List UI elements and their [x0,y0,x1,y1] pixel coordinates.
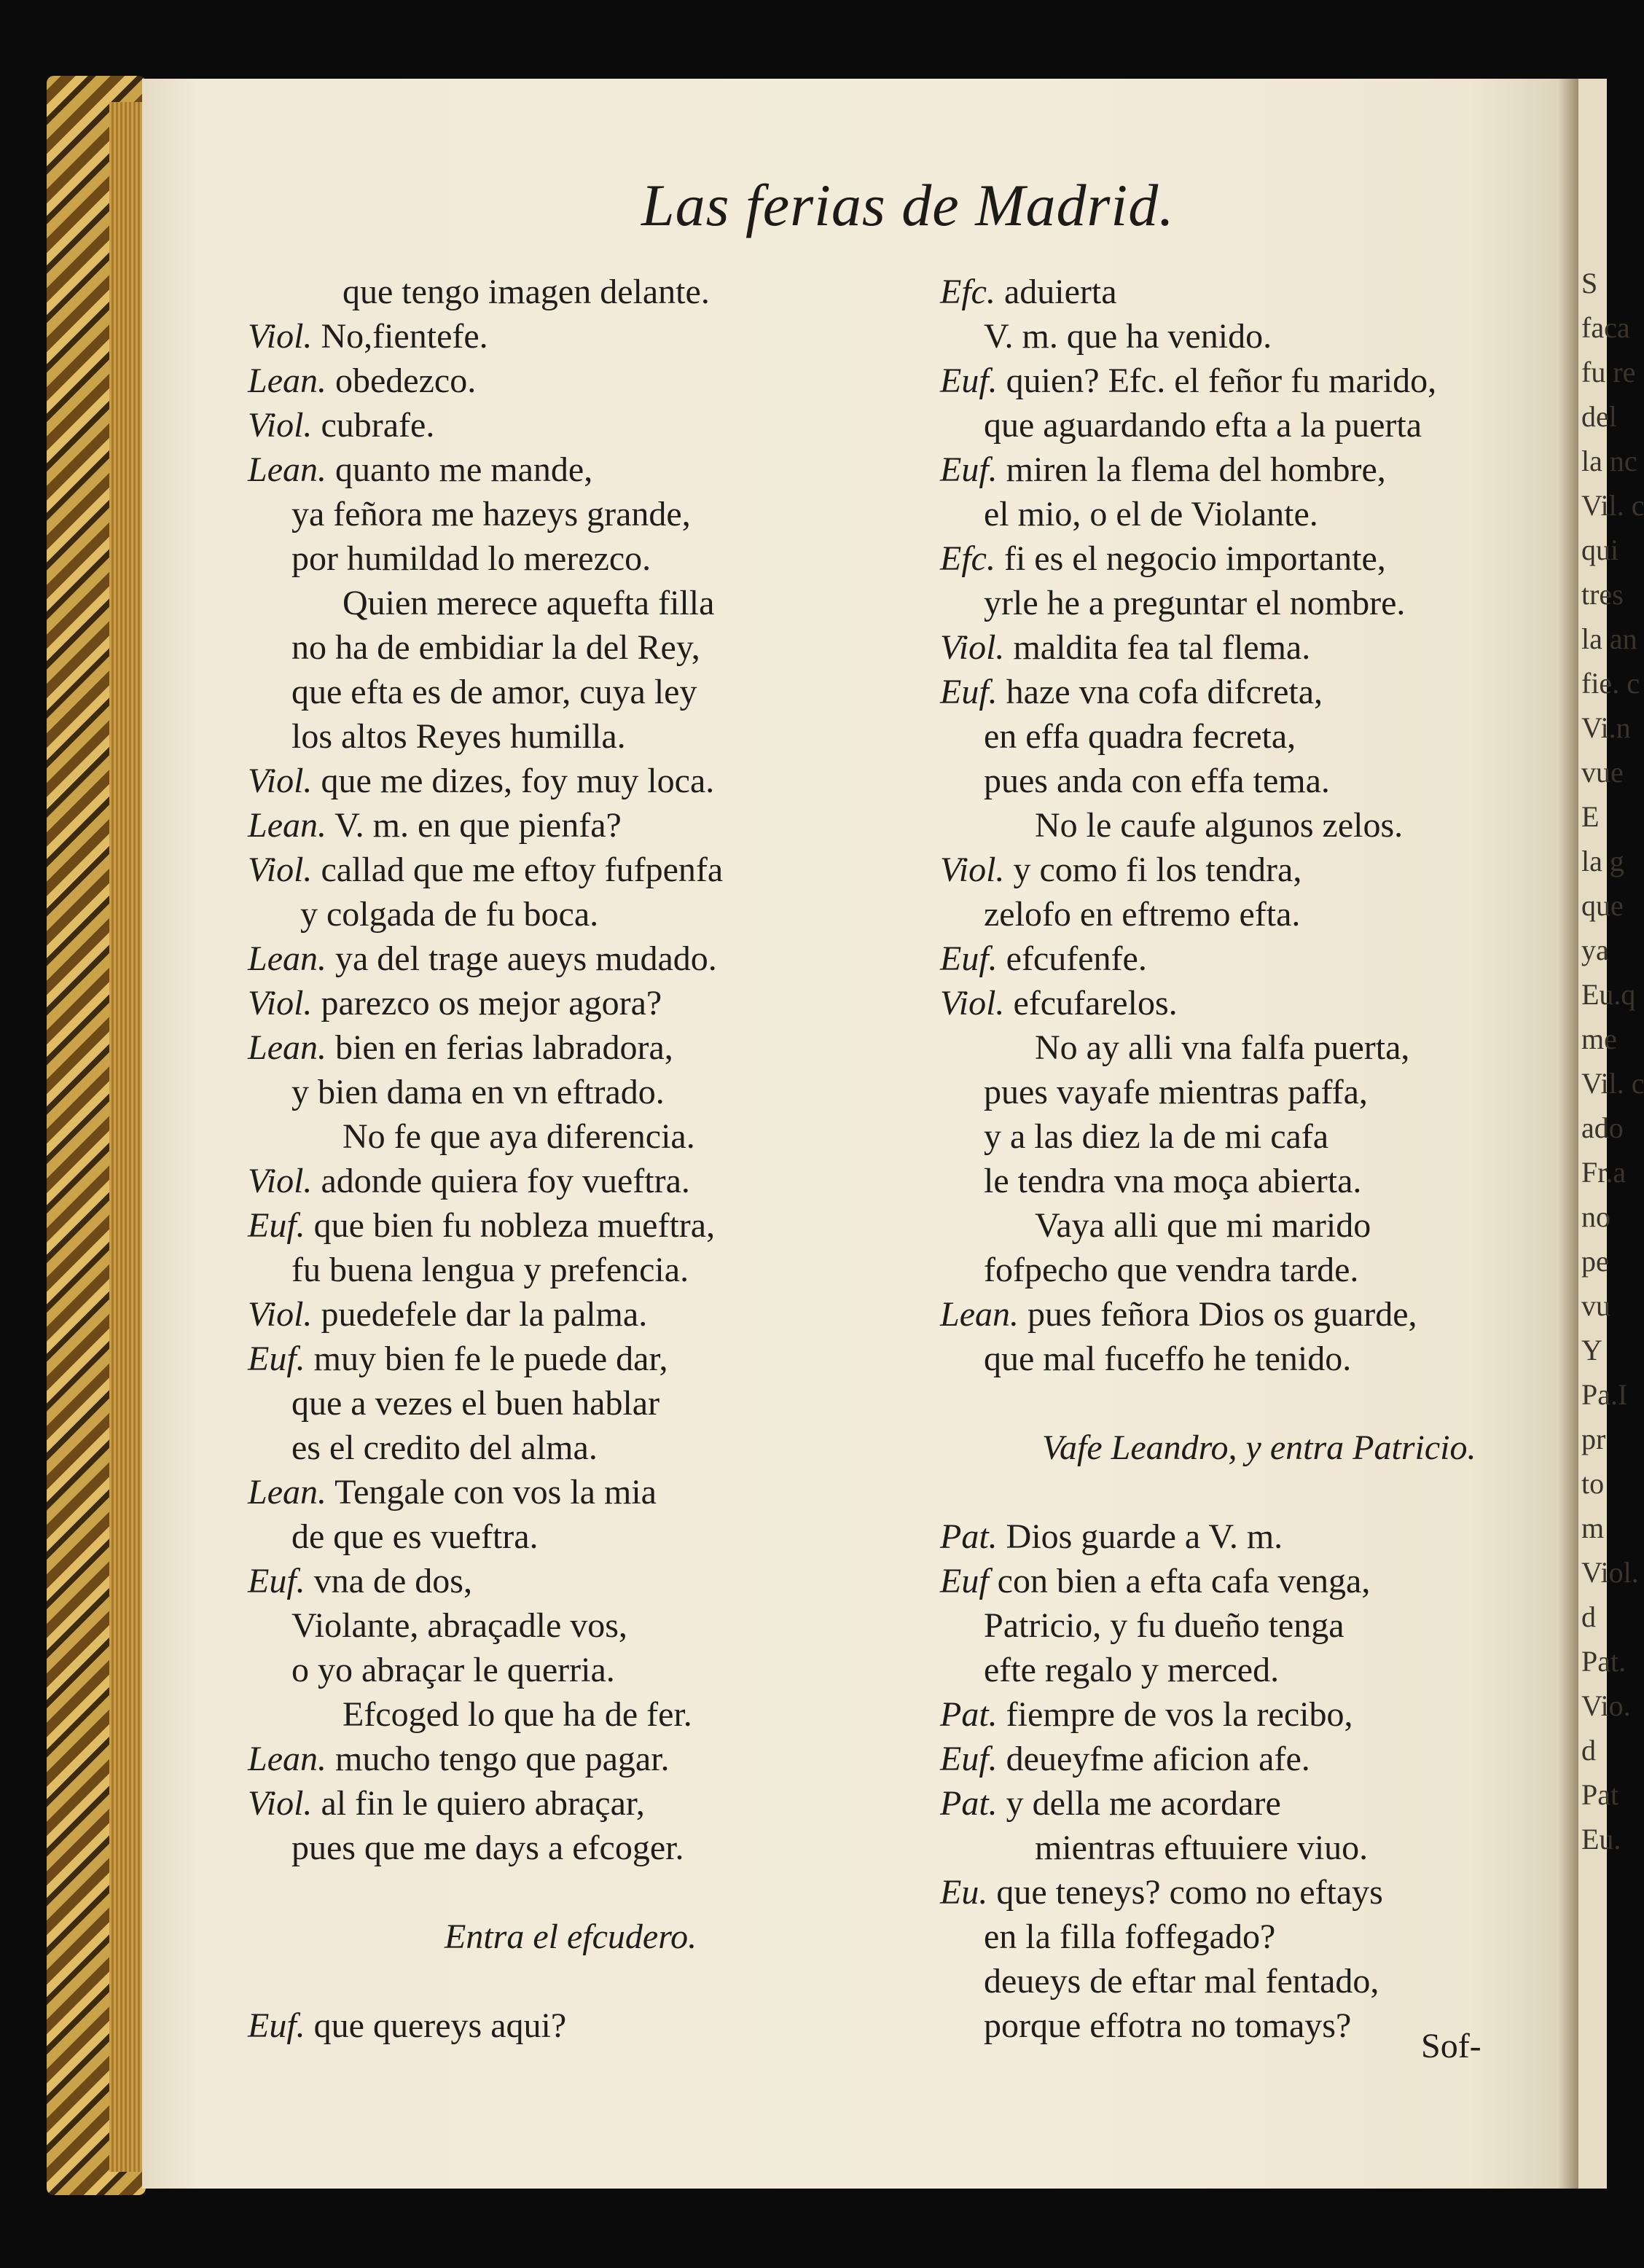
verse-line [940,1159,1523,1203]
line-text: le tendra vna moça abierta. [984,1162,1362,1200]
facing-page-text: pr [1581,1423,1606,1455]
line-text: No fe que aya diferencia. [342,1117,695,1156]
verse-line [940,1648,1523,1692]
speaker-label: Viol. [248,1784,313,1823]
facing-page-text: no [1581,1200,1610,1233]
page-gutter [1558,79,1578,2189]
verse-line [248,1514,802,1559]
verse-line [940,1826,1523,1870]
verse-line [940,1603,1523,1648]
verse-line [940,1781,1523,1826]
line-text: ya feñora me hazeys grande, [291,495,691,533]
verse-line [940,359,1523,403]
line-text: fofpecho que vendra tarde. [984,1251,1359,1289]
speaker-label: Euf. [248,1340,305,1378]
facing-page-text: S [1581,267,1598,300]
verse-line [248,1070,802,1114]
verse-line [940,581,1523,625]
verse-line [248,981,802,1025]
facing-page-text: Pat. [1581,1645,1627,1678]
line-text: V. m. que ha venido. [984,317,1272,356]
facing-page-text: Eu. [1581,1823,1621,1856]
line-text: que teneys? como no eftays [996,1873,1383,1912]
line-text: que aguardando efta a la puerta [984,406,1422,445]
line-text: bien en ferias labradora, [335,1028,673,1067]
verse-line [248,1337,802,1381]
verse-line [248,714,802,759]
line-text: Vaya alli que mi marido [1035,1206,1371,1245]
line-text: muy bien fe le puede dar, [313,1340,668,1378]
line-text: Quien merece aquefta filla [342,584,715,622]
line-text: Efcoged lo que ha de fer. [342,1695,692,1734]
facing-page-text: faca [1581,311,1630,344]
speaker-label: Efc. [940,539,995,578]
line-text: vna de dos, [313,1562,472,1600]
line-text: pues anda con effa tema. [984,762,1330,800]
verse-line [940,803,1523,848]
facing-page-text: d [1581,1600,1596,1633]
verse-line [248,936,802,981]
speaker-label: Lean. [940,1295,1019,1334]
verse-line [248,848,802,892]
line-text: haze vna cofa difcreta, [1006,673,1323,711]
line-text: de que es vueftra. [291,1517,539,1556]
verse-line [940,1203,1523,1248]
facing-page-text: Y [1581,1334,1602,1366]
line-text: y bien dama en vn eftrado. [291,1073,665,1111]
blank-line [940,1470,1523,1514]
verse-line [940,1915,1523,1959]
facing-page-text: que [1581,889,1624,922]
speaker-label: Viol. [940,850,1005,889]
left-text-column [248,270,802,2048]
verse-line [940,1248,1523,1292]
speaker-label: Viol. [248,317,313,356]
speaker-label: Viol. [248,850,313,889]
verse-line [940,759,1523,803]
verse-line [248,492,802,536]
speaker-label: Eu. [940,1873,988,1912]
line-text: en effa quadra fecreta, [984,717,1296,756]
line-text: quanto me mande, [335,450,593,489]
speaker-label: Euf. [940,939,998,978]
page-edges [109,102,143,2172]
facing-page-text: Vil. c [1581,1067,1644,1100]
line-text: y como fi los tendra, [1013,850,1302,889]
facing-page-text: me [1581,1022,1617,1055]
stage-direction [940,1426,1523,1470]
facing-page-text: Vio. [1581,1689,1631,1722]
verse-line [248,359,802,403]
verse-line [248,1692,802,1737]
line-text: que bien fu nobleza mueftra, [313,1206,716,1245]
line-text: deueyfme aficion afe. [1006,1740,1310,1778]
speaker-label: Pat. [940,1784,998,1823]
verse-line [248,1248,802,1292]
verse-line [248,1648,802,1692]
blank-line [248,1870,802,1915]
speaker-label: Euf. [248,2006,305,2045]
speaker-label: Viol. [248,406,313,445]
verse-line [940,625,1523,670]
page-title: Las ferias de Madrid. [641,172,1175,238]
facing-page-text: to [1581,1467,1605,1500]
facing-page-text: ado [1581,1111,1624,1144]
verse-line [940,1514,1523,1559]
line-text: Dios guarde a V. m. [1006,1517,1283,1556]
speaker-label: Lean. [248,1740,326,1778]
line-text: que me dizes, foy muy loca. [321,762,715,800]
line-text: en la filla foffegado? [984,1917,1276,1956]
verse-line [248,270,802,314]
verse-line [248,1737,802,1781]
line-text: zelofo en eftremo efta. [984,895,1301,934]
verse-line [940,1559,1523,1603]
line-text: V. m. en que pienfa? [334,806,622,845]
verse-line [248,625,802,670]
verse-line [248,1292,802,1337]
line-text: y a las diez la de mi cafa [984,1117,1329,1156]
verse-line [248,803,802,848]
speaker-label: Euf. [248,1562,305,1600]
facing-page-text: pe [1581,1245,1609,1278]
verse-line [940,270,1523,314]
line-text: Tengale con vos la mia [334,1473,657,1512]
line-text: es el credito del alma. [291,1428,598,1467]
facing-page-text: fie. c [1581,667,1640,700]
facing-page-text: vu [1581,1289,1610,1322]
verse-line [940,1292,1523,1337]
verse-line [940,403,1523,447]
facing-page-text: E [1581,800,1600,833]
verse-line [940,536,1523,581]
line-text: mientras eftuuiere viuo. [1035,1829,1369,1867]
blank-line [248,1959,802,2003]
line-text: quien? Efc. el feñor fu marido, [1006,361,1437,400]
line-text: que a vezes el buen hablar [291,1384,660,1423]
line-text: No ay alli vna falfa puerta, [1035,1028,1410,1067]
blank-line [940,1381,1523,1426]
line-text: efcufenfe. [1006,939,1147,978]
line-text: ya del trage aueys mudado. [335,939,717,978]
verse-line [248,892,802,936]
line-text: porque effotra no tomays? [984,2006,1352,2045]
stage-direction [248,1915,802,1959]
line-text: aduierta [1003,273,1117,311]
line-text: no ha de embidiar la del Rey, [291,628,700,667]
facing-page-text: Vil. c [1581,489,1644,522]
verse-line [940,1114,1523,1159]
verse-line [940,936,1523,981]
line-text: Violante, abraçadle vos, [291,1606,627,1645]
line-text: adonde quiera foy vueftra. [321,1162,690,1200]
speaker-label: Euf. [940,1740,998,1778]
speaker-label: Lean. [248,1028,326,1067]
line-text: que tengo imagen delante. [342,273,710,311]
verse-line [248,403,802,447]
line-text: que mal fuceffo he tenido. [984,1340,1352,1378]
verse-line [248,1025,802,1070]
line-text: maldita fea tal flema. [1013,628,1311,667]
speaker-label: Euf. [940,361,998,400]
speaker-label: Viol. [248,1295,313,1334]
speaker-label: Euf. [940,450,998,489]
verse-line [248,1470,802,1514]
verse-line [248,1203,802,1248]
speaker-label: Euf [940,1562,989,1600]
verse-line [940,1337,1523,1381]
speaker-label: Viol. [248,1162,313,1200]
line-text: No,fientefe. [321,317,488,356]
verse-line [248,1781,802,1826]
line-text: callad que me eftoy fufpenfa [321,850,724,889]
speaker-label: Pat. [940,1695,998,1734]
line-text: cubrafe. [321,406,435,445]
verse-line [248,1159,802,1203]
facing-page-text: tres [1581,578,1624,611]
line-text: los altos Reyes humilla. [291,717,626,756]
line-text: parezco os mejor agora? [321,984,662,1022]
speaker-label: Euf. [940,673,998,711]
line-text: yrle he a preguntar el nombre. [984,584,1406,622]
facing-page-text: Vi.n [1581,711,1631,744]
facing-page-text: d [1581,1734,1596,1767]
facing-page-text: vue [1581,756,1624,789]
verse-line [248,581,802,625]
line-text: miren la flema del hombre, [1006,450,1386,489]
verse-line [248,314,802,359]
speaker-label: Lean. [248,806,326,845]
verse-line [248,1559,802,1603]
verse-line [940,981,1523,1025]
facing-page-text: Eu.q [1581,978,1636,1011]
line-text: pues vayafe mientras paffa, [984,1073,1368,1111]
verse-line [248,1603,802,1648]
speaker-label: Viol. [248,762,313,800]
catchword: Sof- [1421,2027,1481,2065]
speaker-label: Efc. [940,273,995,311]
verse-line [940,314,1523,359]
verse-line [940,714,1523,759]
speaker-label: Lean. [248,939,326,978]
facing-page-text: Pa.I [1581,1378,1628,1411]
facing-page-text: Viol. [1581,1556,1639,1589]
verse-line [248,670,802,714]
verse-line [940,1692,1523,1737]
facing-page-text: Fr.a [1581,1156,1627,1189]
speaker-label: Viol. [248,984,313,1022]
line-text: obedezco. [335,361,477,400]
facing-page-text: m [1581,1512,1605,1544]
facing-page-text: la nc [1581,445,1637,477]
line-text: pues que me days a efcoger. [291,1829,684,1867]
line-text: efcufarelos. [1013,984,1178,1022]
verse-line [940,492,1523,536]
facing-page-text: la g [1581,845,1624,877]
line-text: con bien a efta cafa venga, [997,1562,1371,1600]
verse-line [940,848,1523,892]
line-text: al fin le quiero abraçar, [321,1784,645,1823]
right-text-column [940,270,1523,2048]
verse-line [248,1114,802,1159]
line-text: y colgada de fu boca. [300,895,599,934]
verse-line [940,1959,1523,2003]
line-text: fi es el negocio importante, [1003,539,1386,578]
verse-line [248,447,802,492]
speaker-label: Lean. [248,1473,326,1512]
speaker-label: Viol. [940,984,1005,1022]
line-text: que quereys aqui? [313,2006,567,2045]
line-text: que efta es de amor, cuya ley [291,673,697,711]
line-text: efte regalo y merced. [984,1651,1280,1689]
line-text: o yo abraçar le querria. [291,1651,615,1689]
facing-page-text: del [1581,400,1617,433]
verse-line [940,1070,1523,1114]
line-text: fiempre de vos la recibo, [1006,1695,1353,1734]
line-text: fu buena lengua y prefencia. [291,1251,689,1289]
line-text: Entra el efcudero. [445,1917,697,1956]
verse-line [248,536,802,581]
line-text: Vafe Leandro, y entra Patricio. [1042,1428,1476,1467]
speaker-label: Pat. [940,1517,998,1556]
line-text: mucho tengo que pagar. [335,1740,670,1778]
facing-page-text: ya [1581,934,1609,966]
verse-line [248,1381,802,1426]
line-text: el mio, o el de Violante. [984,495,1318,533]
line-text: deueys de eftar mal fentado, [984,1962,1379,2001]
verse-line [940,892,1523,936]
line-text: puedefele dar la palma. [321,1295,648,1334]
line-text: pues feñora Dios os guarde, [1028,1295,1417,1334]
speaker-label: Euf. [248,1206,305,1245]
verse-line [248,759,802,803]
verse-line [940,1025,1523,1070]
facing-page-fragment [1578,79,1644,2189]
verse-line [248,1426,802,1470]
speaker-label: Viol. [940,628,1005,667]
verse-line [940,1737,1523,1781]
facing-page-text: la an [1581,622,1637,655]
facing-page-text: qui [1581,533,1619,566]
facing-page-text: Pat [1581,1778,1619,1811]
speaker-label: Lean. [248,450,326,489]
facing-page-text: fu re [1581,356,1636,388]
verse-line [940,447,1523,492]
verse-line [940,1870,1523,1915]
verse-line [248,2003,802,2048]
speaker-label: Lean. [248,361,326,400]
line-text: por humildad lo merezco. [291,539,651,578]
line-text: Patricio, y fu dueño tenga [984,1606,1344,1645]
line-text: y della me acordare [1006,1784,1281,1823]
line-text: No le caufe algunos zelos. [1035,806,1404,845]
verse-line [940,670,1523,714]
verse-line [248,1826,802,1870]
